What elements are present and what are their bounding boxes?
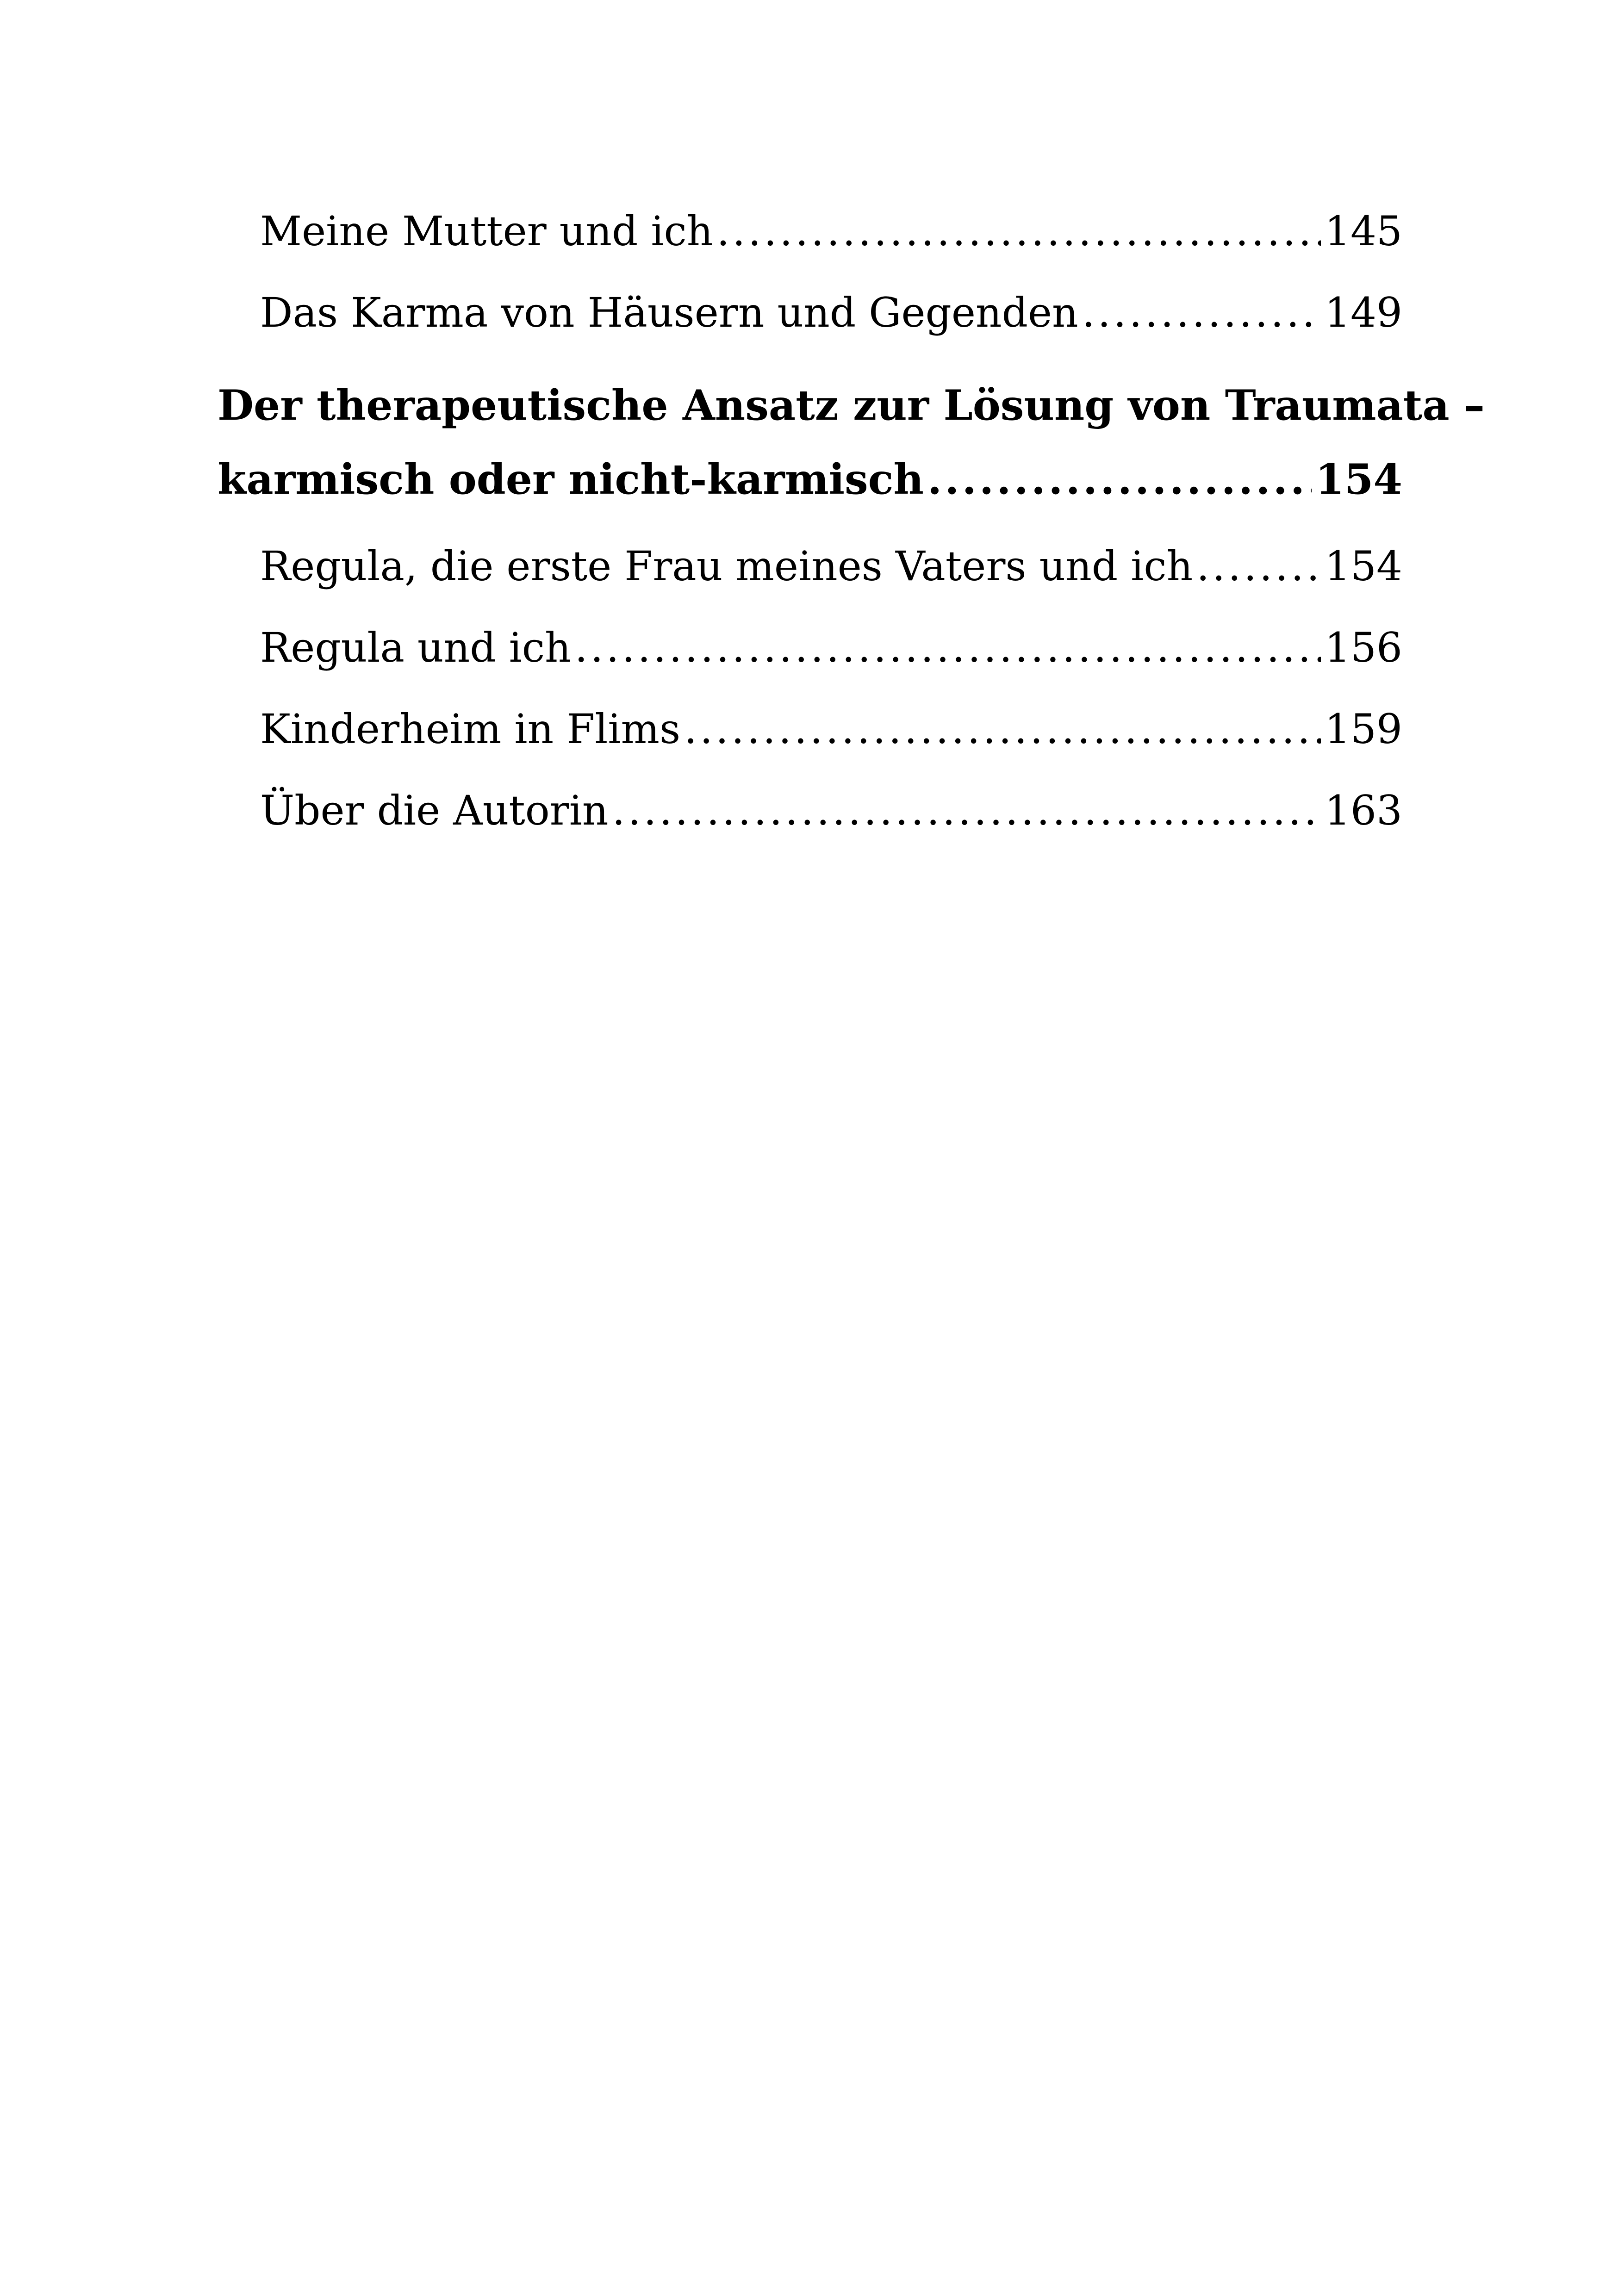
- toc-entry-page: 163: [1325, 787, 1402, 834]
- toc-entry-page: 145: [1325, 207, 1402, 255]
- dot-leader: [684, 701, 1321, 757]
- toc-entry-page: 156: [1325, 624, 1402, 671]
- toc-entry-page: 154: [1325, 542, 1402, 590]
- dot-leader: [927, 442, 1312, 516]
- toc-entry-page: 149: [1325, 289, 1402, 336]
- toc-chapter-title-line2: karmisch oder nicht-karmisch: [218, 455, 924, 504]
- toc-chapter-page: 154: [1315, 455, 1402, 504]
- toc-entry-title: Meine Mutter und ich: [260, 207, 713, 255]
- dot-leader: [612, 783, 1321, 838]
- toc-entry-title: Regula, die erste Frau meines Vaters und ich: [260, 542, 1193, 590]
- toc-entry: [218, 204, 1402, 259]
- toc-entry-title: Das Karma von Häusern und Gegenden: [260, 289, 1078, 336]
- toc-entry-title: Regula und ich: [260, 624, 571, 671]
- dot-leader: [716, 204, 1321, 259]
- dot-leader: [575, 620, 1321, 676]
- dot-leader: [1196, 539, 1321, 594]
- toc-entry-title: Über die Autorin: [260, 787, 609, 834]
- toc-entry-page: 159: [1325, 705, 1402, 753]
- toc-chapter-title-line1: Der therapeutische Ansatz zur Lösung von Traumata –: [218, 381, 1485, 430]
- toc-chapter: [218, 368, 1485, 516]
- toc-entry: [218, 701, 1402, 757]
- toc-entry: [218, 539, 1402, 594]
- toc-entry: [218, 783, 1402, 838]
- toc-chapter-line2: [218, 442, 1402, 516]
- toc-entry: [218, 620, 1402, 676]
- table-of-contents: [218, 204, 1485, 864]
- toc-entry-title: Kinderheim in Flims: [260, 705, 681, 753]
- dot-leader: [1082, 285, 1321, 341]
- toc-entry: [218, 285, 1402, 341]
